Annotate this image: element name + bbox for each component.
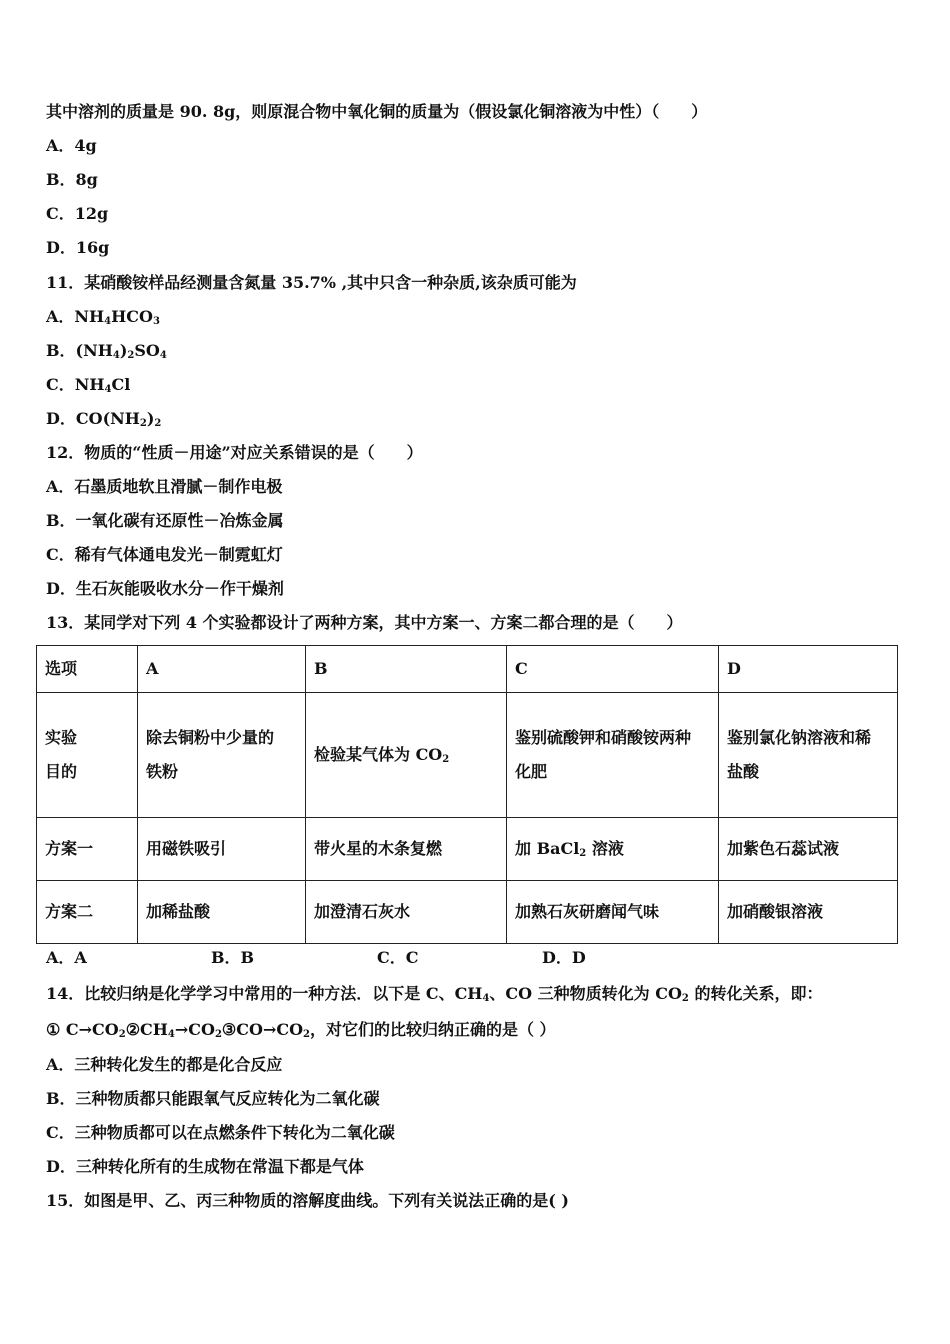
q14-stem: 14．比较归纳是化学学习中常用的一种方法．以下是 C、$CH_4$、CO 三种物质转化为 $CO_2$ 的转化关系，即： — [46, 984, 823, 1004]
table-row-plan2 — [37, 881, 898, 944]
q11-option-c: C．$NH_4Cl$ — [46, 375, 131, 395]
table-cell: 加硝酸银溶液 — [719, 881, 898, 944]
q14-option-b: B．三种物质都只能跟氧气反应转化为二氧化碳 — [46, 1089, 380, 1108]
q13-option-a: A．A — [46, 948, 87, 967]
q14-relations: ① $C\to CO_2②CH_4\to CO_2③CO\to CO_2$，对它们的比较归纳正确的是（ ） — [46, 1020, 556, 1040]
q10-option-d: D．16g — [46, 238, 110, 257]
q13-stem: 13．某同学对下列 4 个实验都设计了两种方案，其中方案一、方案二都合理的是（ ） — [46, 613, 683, 632]
q14-option-a: A．三种转化发生的都是化合反应 — [46, 1055, 283, 1074]
table-header-cell: A — [138, 646, 306, 693]
q12-option-a: A．石墨质地软且滑腻－制作电极 — [46, 477, 283, 496]
table-header-cell: B — [306, 646, 507, 693]
q12-option-c: C．稀有气体通电发光－制霓虹灯 — [46, 545, 283, 564]
table-header-cell: D — [719, 646, 898, 693]
table-cell: 鉴别硫酸钾和硝酸铵两种 化肥 — [507, 693, 719, 818]
table-cell: 加熟石灰研磨闻气味 — [507, 881, 719, 944]
q10-option-a: A．4g — [46, 136, 97, 155]
table-cell: 除去铜粉中少量的 铁粉 — [138, 693, 306, 818]
q13-option-b: B．B — [211, 948, 255, 967]
q12-option-d: D．生石灰能吸收水分－作干燥剂 — [46, 579, 284, 598]
table-cell: 用磁铁吸引 — [138, 818, 306, 881]
table-cell: 检验某气体为 $CO_2$ — [306, 693, 507, 818]
q14-option-d: D．三种转化所有的生成物在常温下都是气体 — [46, 1157, 364, 1176]
experiment-table — [36, 645, 898, 944]
q13-option-d: D．D — [542, 948, 586, 967]
q11-option-a: A．$NH_4HCO_3$ — [46, 307, 160, 327]
q11-option-b: B．$(NH_4)_2SO_4$ — [46, 341, 167, 361]
table-cell: 加稀盐酸 — [138, 881, 306, 944]
q11-stem: 11．某硝酸铵样品经测量含氮量 35.7% ,其中只含一种杂质,该杂质可能为 — [46, 273, 577, 292]
table-header-cell: 选项 — [37, 646, 138, 693]
q14-option-c: C．三种物质都可以在点燃条件下转化为二氧化碳 — [46, 1123, 395, 1142]
q12-option-b: B．一氧化碳有还原性－冶炼金属 — [46, 511, 284, 530]
table-header-row — [37, 646, 898, 693]
q10-option-c: C．12g — [46, 204, 109, 223]
table-cell-plan-label: 方案一 — [37, 818, 138, 881]
table-header-cell: C — [507, 646, 719, 693]
table-cell: 加紫色石蕊试液 — [719, 818, 898, 881]
q13-options — [46, 947, 746, 969]
q10-option-b: B．8g — [46, 170, 98, 189]
q15-stem: 15．如图是甲、乙、丙三种物质的溶解度曲线。下列有关说法正确的是( ) — [46, 1191, 569, 1210]
table-row-purpose — [37, 693, 898, 818]
table-row-plan1 — [37, 818, 898, 881]
table-cell: 鉴别氯化钠溶液和稀 盐酸 — [719, 693, 898, 818]
table-cell: 加 BaCl$_2$ 溶液 — [507, 818, 719, 881]
q13-option-c: C．C — [377, 948, 419, 967]
table-cell: 带火星的木条复燃 — [306, 818, 507, 881]
q10-stem: 其中溶剂的质量是 90. 8g，则原混合物中氧化铜的质量为（假设氯化铜溶液为中性）（ ） — [46, 102, 708, 121]
table-cell-plan-label: 方案二 — [37, 881, 138, 944]
table-cell-purpose-label: 实验 目的 — [37, 693, 138, 818]
q12-stem: 12．物质的“性质－用途”对应关系错误的是（ ） — [46, 443, 423, 462]
q11-option-d: D．$CO(NH_2)_2$ — [46, 409, 162, 429]
table-cell: 加澄清石灰水 — [306, 881, 507, 944]
